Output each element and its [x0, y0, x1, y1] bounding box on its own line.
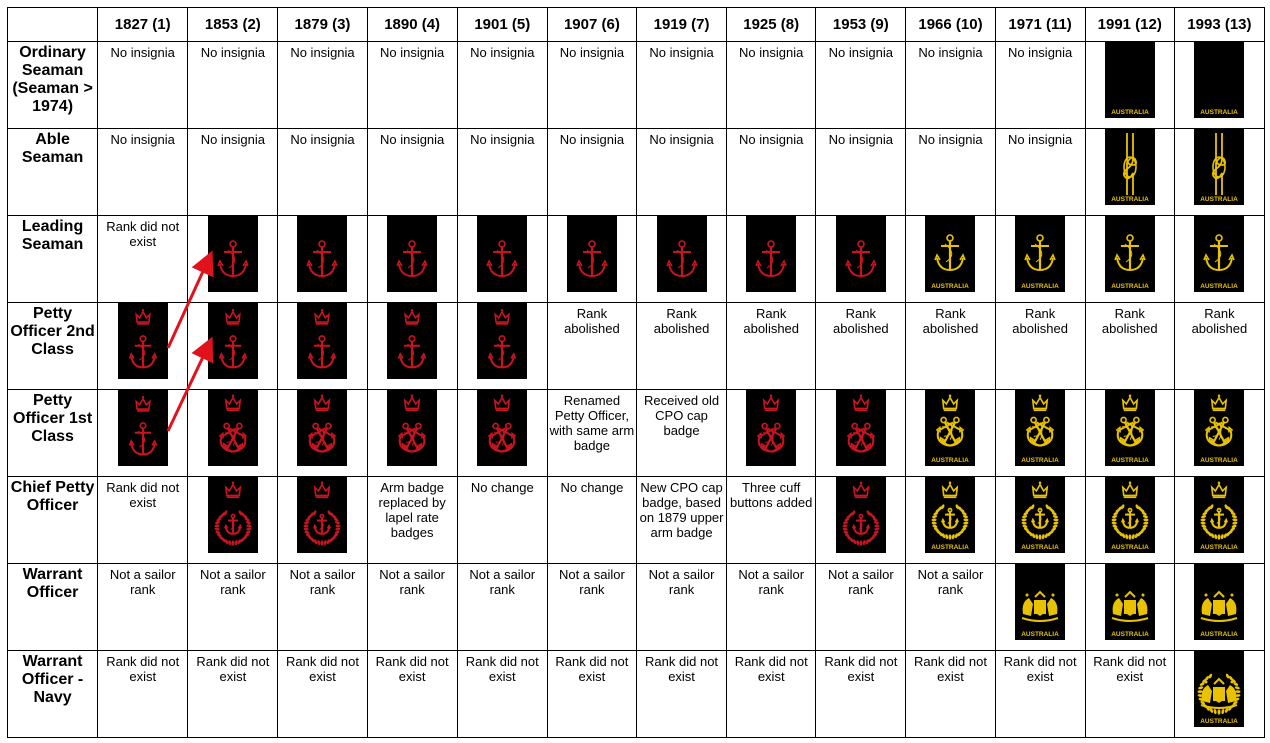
insignia-cell	[1174, 651, 1264, 738]
table-row	[8, 651, 1265, 738]
insignia-cell	[1174, 477, 1264, 564]
insignia-badge	[208, 390, 258, 466]
insignia-cell	[1174, 216, 1264, 303]
year-header: 1993 (13)	[1174, 8, 1264, 42]
insignia-icon	[925, 216, 975, 292]
insignia-badge	[297, 477, 347, 553]
insignia-cell	[636, 216, 726, 303]
note-cell: No insignia	[367, 129, 457, 216]
note-cell: Rank did not exist	[727, 651, 816, 738]
insignia-icon	[836, 477, 886, 553]
badge-country-label: AUSTRALIA	[1200, 544, 1239, 551]
note-cell: Arm badge replaced by lapel rate badges	[367, 477, 457, 564]
note-cell: Not a sailor rank	[457, 564, 547, 651]
rank-label: Petty Officer 2nd Class	[8, 303, 98, 390]
insignia-cell	[1085, 216, 1174, 303]
note-cell: Rank did not exist	[457, 651, 547, 738]
badge-country-label: AUSTRALIA	[1110, 283, 1149, 290]
insignia-badge	[477, 216, 527, 292]
insignia-badge	[1015, 477, 1065, 553]
insignia-icon	[1015, 216, 1065, 292]
insignia-icon	[1105, 42, 1155, 118]
insignia-cell	[906, 390, 995, 477]
note-cell: No insignia	[457, 42, 547, 129]
note-cell: Not a sailor rank	[816, 564, 906, 651]
note-cell: No insignia	[188, 42, 278, 129]
table-row	[8, 477, 1265, 564]
insignia-icon	[1105, 390, 1155, 466]
rank-label: Ordinary Seaman (Seaman > 1974)	[8, 42, 98, 129]
insignia-icon	[1194, 477, 1244, 553]
table-body	[8, 42, 1265, 738]
year-header: 1925 (8)	[727, 8, 816, 42]
note-cell: No insignia	[457, 129, 547, 216]
note-cell: Not a sailor rank	[547, 564, 636, 651]
note-cell: Rank did not exist	[278, 651, 367, 738]
insignia-icon	[477, 390, 527, 466]
insignia-icon	[567, 216, 617, 292]
badge-country-label: AUSTRALIA	[1110, 631, 1149, 638]
insignia-icon	[925, 390, 975, 466]
note-cell: No insignia	[816, 42, 906, 129]
insignia-badge	[1105, 477, 1155, 553]
insignia-badge	[1194, 129, 1244, 205]
badge-country-label: AUSTRALIA	[931, 283, 970, 290]
insignia-cell	[1174, 129, 1264, 216]
insignia-cell	[1085, 129, 1174, 216]
note-cell: Rank abolished	[995, 303, 1085, 390]
insignia-cell	[278, 216, 367, 303]
badge-country-label: AUSTRALIA	[1021, 283, 1059, 290]
insignia-icon	[387, 303, 437, 379]
note-cell: Rank abolished	[906, 303, 995, 390]
insignia-icon	[477, 216, 527, 292]
insignia-icon	[477, 303, 527, 379]
insignia-cell	[367, 303, 457, 390]
note-cell: Rank did not exist	[906, 651, 995, 738]
insignia-cell	[995, 390, 1085, 477]
note-cell: No insignia	[188, 129, 278, 216]
year-header: 1919 (7)	[636, 8, 726, 42]
insignia-icon	[208, 303, 258, 379]
insignia-cell	[98, 303, 188, 390]
rank-label: Chief Petty Officer	[8, 477, 98, 564]
note-cell: Rank abolished	[727, 303, 816, 390]
insignia-cell	[1085, 477, 1174, 564]
insignia-icon	[657, 216, 707, 292]
insignia-icon	[387, 216, 437, 292]
note-cell: No insignia	[98, 129, 188, 216]
rank-label: Petty Officer 1st Class	[8, 390, 98, 477]
note-cell: No insignia	[278, 129, 367, 216]
note-cell: No insignia	[547, 42, 636, 129]
insignia-badge	[387, 303, 437, 379]
note-cell: No change	[547, 477, 636, 564]
badge-country-label: AUSTRALIA	[1200, 196, 1239, 203]
note-cell: Three cuff buttons added	[727, 477, 816, 564]
insignia-badge	[387, 390, 437, 466]
badge-country-label: AUSTRALIA	[1110, 109, 1149, 116]
insignia-cell	[1174, 564, 1264, 651]
note-cell: No insignia	[995, 129, 1085, 216]
insignia-cell	[457, 303, 547, 390]
insignia-cell	[727, 216, 816, 303]
year-header: 1991 (12)	[1085, 8, 1174, 42]
insignia-icon	[1105, 129, 1155, 205]
note-cell: Rank did not exist	[98, 651, 188, 738]
note-cell: Rank did not exist	[995, 651, 1085, 738]
insignia-cell	[995, 564, 1085, 651]
insignia-badge	[1194, 216, 1244, 292]
insignia-badge	[1015, 390, 1065, 466]
insignia-cell	[1085, 42, 1174, 129]
insignia-icon	[1194, 651, 1244, 727]
insignia-badge	[387, 216, 437, 292]
insignia-icon	[1194, 564, 1244, 640]
insignia-badge	[297, 390, 347, 466]
insignia-cell	[906, 216, 995, 303]
insignia-cell	[457, 390, 547, 477]
insignia-icon	[118, 303, 168, 379]
rank-label: Able Seaman	[8, 129, 98, 216]
insignia-cell	[816, 390, 906, 477]
badge-country-label: AUSTRALIA	[1110, 457, 1149, 464]
insignia-cell	[1174, 390, 1264, 477]
insignia-icon	[925, 477, 975, 553]
badge-country-label: AUSTRALIA	[1200, 109, 1239, 116]
insignia-icon	[297, 216, 347, 292]
insignia-icon	[118, 390, 168, 466]
insignia-badge	[925, 390, 975, 466]
insignia-cell	[278, 303, 367, 390]
note-cell: Not a sailor rank	[906, 564, 995, 651]
year-header: 1953 (9)	[816, 8, 906, 42]
note-cell: No insignia	[906, 42, 995, 129]
note-cell: No insignia	[547, 129, 636, 216]
insignia-badge	[925, 477, 975, 553]
insignia-cell	[906, 477, 995, 564]
note-cell: Not a sailor rank	[367, 564, 457, 651]
insignia-badge	[657, 216, 707, 292]
note-cell: Renamed Petty Officer, with same arm badge	[547, 390, 636, 477]
table-row	[8, 42, 1265, 129]
insignia-badge	[1105, 390, 1155, 466]
insignia-badge	[836, 390, 886, 466]
note-cell: Rank abolished	[1174, 303, 1264, 390]
note-cell: Rank did not exist	[98, 477, 188, 564]
insignia-cell	[816, 216, 906, 303]
insignia-cell	[1174, 42, 1264, 129]
note-cell: Rank abolished	[816, 303, 906, 390]
insignia-badge	[208, 216, 258, 292]
insignia-cell	[1085, 564, 1174, 651]
insignia-icon	[1194, 216, 1244, 292]
note-cell: No insignia	[278, 42, 367, 129]
table-row	[8, 303, 1265, 390]
insignia-badge	[118, 303, 168, 379]
insignia-badge	[746, 216, 796, 292]
insignia-cell	[995, 216, 1085, 303]
note-cell: No insignia	[636, 42, 726, 129]
badge-country-label: AUSTRALIA	[931, 544, 970, 551]
year-header: 1901 (5)	[457, 8, 547, 42]
table-row	[8, 390, 1265, 477]
note-cell: Rank did not exist	[636, 651, 726, 738]
insignia-icon	[1194, 42, 1244, 118]
insignia-cell	[816, 477, 906, 564]
insignia-badge	[567, 216, 617, 292]
insignia-badge	[1015, 564, 1065, 640]
year-header: 1971 (11)	[995, 8, 1085, 42]
insignia-cell	[995, 477, 1085, 564]
note-cell: Received old CPO cap badge	[636, 390, 726, 477]
rank-label: Leading Seaman	[8, 216, 98, 303]
insignia-badge	[1194, 564, 1244, 640]
insignia-badge	[1105, 129, 1155, 205]
header-row	[8, 8, 1265, 42]
insignia-cell	[547, 216, 636, 303]
insignia-icon	[297, 477, 347, 553]
insignia-badge	[477, 390, 527, 466]
note-cell: Not a sailor rank	[278, 564, 367, 651]
insignia-cell	[727, 390, 816, 477]
insignia-badge	[297, 303, 347, 379]
insignia-icon	[1194, 390, 1244, 466]
year-header: 1966 (10)	[906, 8, 995, 42]
insignia-badge	[1194, 477, 1244, 553]
badge-country-label: AUSTRALIA	[1200, 631, 1239, 638]
insignia-badge	[118, 390, 168, 466]
table-row	[8, 564, 1265, 651]
insignia-badge	[208, 477, 258, 553]
insignia-cell	[278, 477, 367, 564]
note-cell: Rank abolished	[636, 303, 726, 390]
insignia-icon	[1015, 477, 1065, 553]
note-cell: No insignia	[367, 42, 457, 129]
note-cell: Rank did not exist	[367, 651, 457, 738]
insignia-icon	[1105, 216, 1155, 292]
year-header: 1879 (3)	[278, 8, 367, 42]
note-cell: No insignia	[727, 42, 816, 129]
year-header: 1853 (2)	[188, 8, 278, 42]
note-cell: No insignia	[98, 42, 188, 129]
year-header: 1890 (4)	[367, 8, 457, 42]
note-cell: New CPO cap badge, based on 1879 upper arm badge	[636, 477, 726, 564]
insignia-cell	[188, 390, 278, 477]
note-cell: Rank did not exist	[547, 651, 636, 738]
insignia-cell	[188, 477, 278, 564]
insignia-icon	[836, 216, 886, 292]
insignia-icon	[208, 477, 258, 553]
badge-country-label: AUSTRALIA	[1021, 544, 1059, 551]
insignia-icon	[746, 216, 796, 292]
insignia-icon	[1015, 390, 1065, 466]
insignia-icon	[1105, 477, 1155, 553]
badge-country-label: AUSTRALIA	[931, 457, 970, 464]
insignia-cell	[188, 303, 278, 390]
insignia-icon	[746, 390, 796, 466]
note-cell: Rank did not exist	[1085, 651, 1174, 738]
year-header: 1827 (1)	[98, 8, 188, 42]
insignia-badge	[746, 390, 796, 466]
insignia-cell	[367, 390, 457, 477]
insignia-cell	[98, 390, 188, 477]
badge-country-label: AUSTRALIA	[1021, 631, 1059, 638]
corner-cell	[8, 8, 98, 42]
note-cell: Rank did not exist	[188, 651, 278, 738]
insignia-icon	[1105, 564, 1155, 640]
insignia-badge	[925, 216, 975, 292]
insignia-badge	[836, 477, 886, 553]
note-cell: No change	[457, 477, 547, 564]
rank-label: Warrant Officer - Navy	[8, 651, 98, 738]
note-cell: No insignia	[816, 129, 906, 216]
insignia-badge	[1105, 564, 1155, 640]
insignia-badge	[1105, 42, 1155, 118]
note-cell: No insignia	[906, 129, 995, 216]
insignia-badge	[1194, 651, 1244, 727]
insignia-badge	[297, 216, 347, 292]
table-row	[8, 216, 1265, 303]
badge-country-label: AUSTRALIA	[1021, 457, 1059, 464]
note-cell: Rank abolished	[1085, 303, 1174, 390]
insignia-cell	[457, 216, 547, 303]
insignia-cell	[188, 216, 278, 303]
note-cell: Rank abolished	[547, 303, 636, 390]
badge-country-label: AUSTRALIA	[1110, 544, 1149, 551]
insignia-badge	[1015, 216, 1065, 292]
badge-country-label: AUSTRALIA	[1200, 283, 1239, 290]
insignia-table	[7, 7, 1265, 738]
insignia-cell	[278, 390, 367, 477]
insignia-icon	[1194, 129, 1244, 205]
insignia-badge	[208, 303, 258, 379]
note-cell: Rank did not exist	[816, 651, 906, 738]
insignia-badge	[836, 216, 886, 292]
note-cell: Not a sailor rank	[188, 564, 278, 651]
badge-country-label: AUSTRALIA	[1200, 457, 1239, 464]
note-cell: No insignia	[727, 129, 816, 216]
note-cell: No insignia	[636, 129, 726, 216]
note-cell: Not a sailor rank	[98, 564, 188, 651]
insignia-icon	[1015, 564, 1065, 640]
insignia-icon	[208, 390, 258, 466]
rank-label: Warrant Officer	[8, 564, 98, 651]
year-header: 1907 (6)	[547, 8, 636, 42]
badge-country-label: AUSTRALIA	[1110, 196, 1149, 203]
insignia-badge	[1105, 216, 1155, 292]
insignia-badge	[477, 303, 527, 379]
insignia-icon	[297, 390, 347, 466]
insignia-badge	[1194, 390, 1244, 466]
insignia-cell	[367, 216, 457, 303]
note-cell: Not a sailor rank	[636, 564, 726, 651]
insignia-icon	[836, 390, 886, 466]
insignia-icon	[208, 216, 258, 292]
badge-country-label: AUSTRALIA	[1200, 718, 1239, 725]
table-row	[8, 129, 1265, 216]
insignia-icon	[387, 390, 437, 466]
note-cell: Rank did not exist	[98, 216, 188, 303]
insignia-cell	[1085, 390, 1174, 477]
insignia-icon	[297, 303, 347, 379]
note-cell: No insignia	[995, 42, 1085, 129]
note-cell: Not a sailor rank	[727, 564, 816, 651]
insignia-badge	[1194, 42, 1244, 118]
